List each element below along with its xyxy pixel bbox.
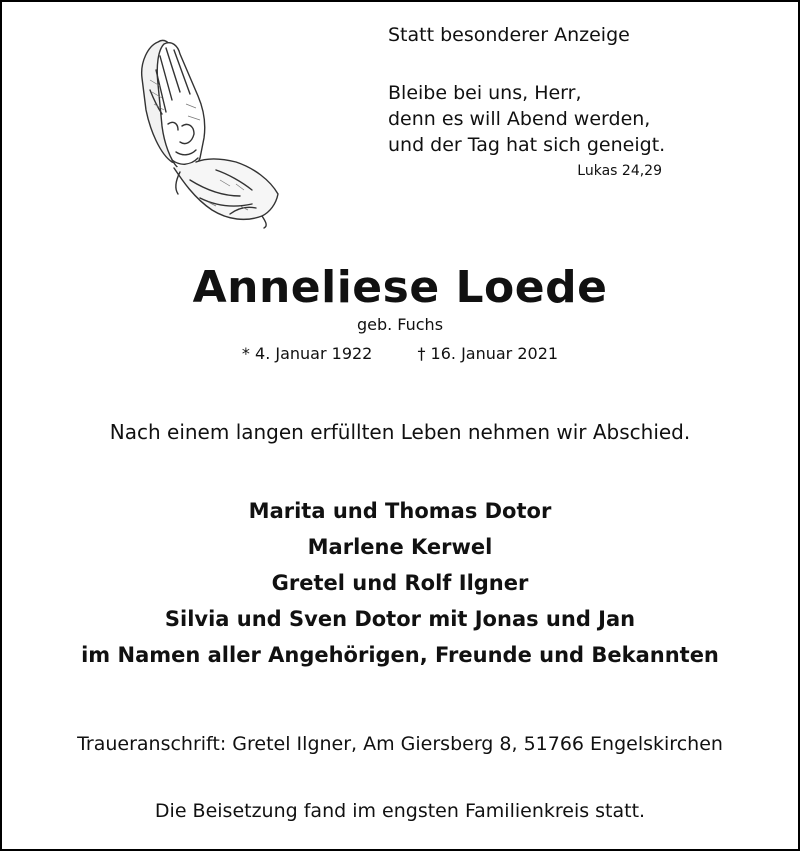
birth-name: geb. Fuchs — [356, 315, 444, 334]
death-date: † 16. Januar 2021 — [417, 344, 559, 363]
family-line: im Namen aller Angehörigen, Freunde und Bekannten — [81, 643, 719, 667]
farewell-text: Nach einem langen erfüllten Leben nehmen wir Abschied. — [109, 420, 691, 444]
family-line: Silvia und Sven Dotor mit Jonas und Jan — [164, 607, 636, 631]
family-line: Gretel und Rolf Ilgner — [271, 571, 529, 595]
mourning-address: Traueranschrift: Gretel Ilgner, Am Giersberg 8, 51766 Engelskirchen — [77, 733, 723, 755]
deceased-name: Anneliese Loede — [192, 262, 608, 313]
header-verse-block — [388, 22, 678, 182]
birth-date: * 4. Januar 1922 — [241, 344, 373, 363]
praying-hands-icon — [120, 30, 295, 230]
verse-reference: Lukas 24,29 — [577, 163, 662, 179]
burial-note: Die Beisetzung fand im engsten Familienkreis statt. — [154, 800, 646, 822]
verse-line: denn es will Abend werden, — [388, 108, 651, 130]
life-dates — [0, 344, 800, 363]
family-line: Marlene Kerwel — [307, 535, 493, 559]
verse-line: Bleibe bei uns, Herr, — [388, 82, 582, 104]
family-list — [0, 493, 800, 673]
family-line: Marita und Thomas Dotor — [248, 499, 552, 523]
verse-line: und der Tag hat sich geneigt. — [388, 134, 666, 156]
notice-intro: Statt besonderer Anzeige — [388, 24, 630, 46]
